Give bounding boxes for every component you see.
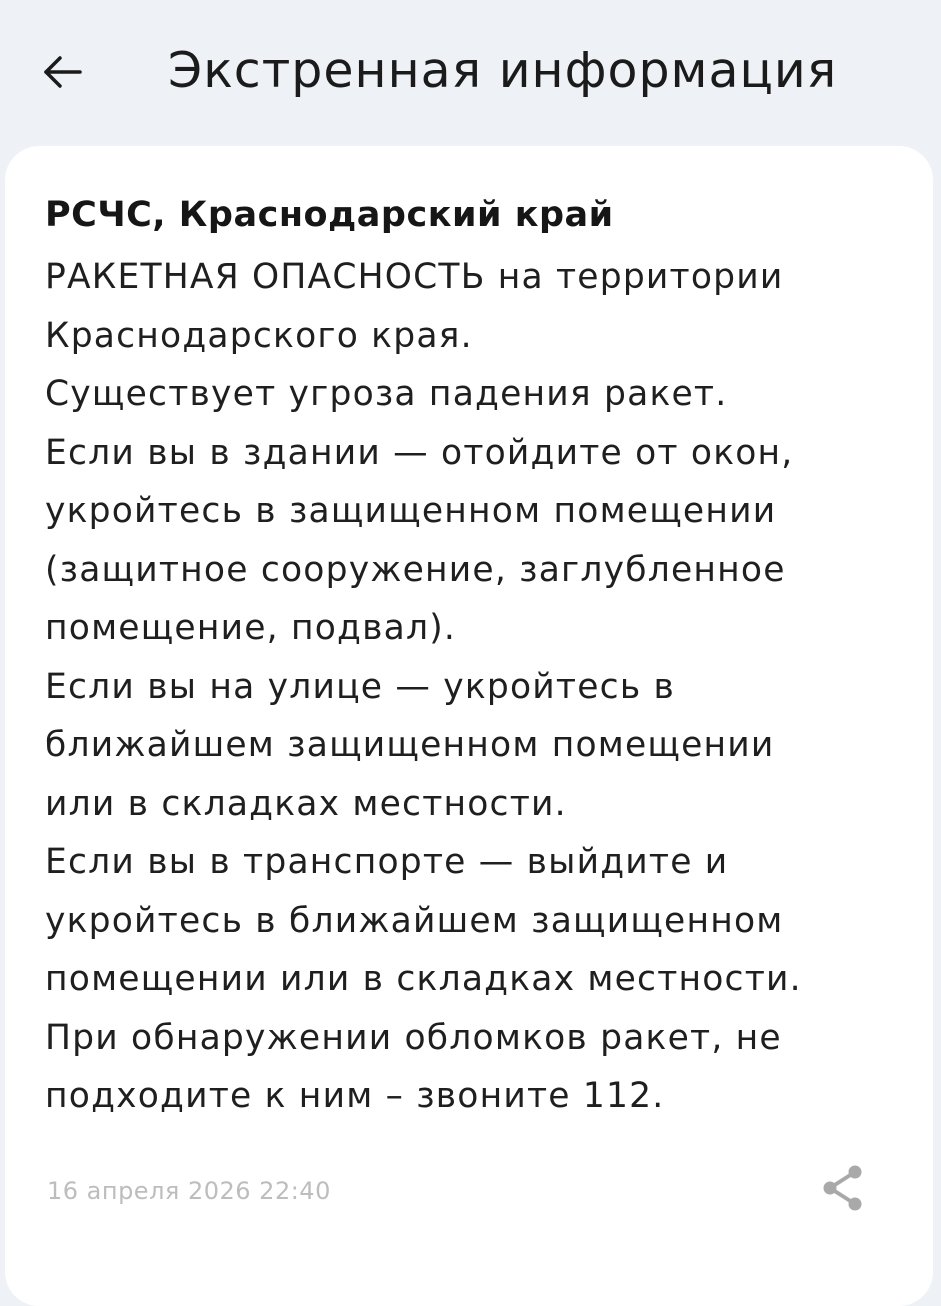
- message-line: Краснодарского края.: [45, 315, 473, 356]
- header-bar: [0, 0, 941, 145]
- page-title: Экстренная информация: [168, 42, 838, 99]
- message-line: или в складках местности.: [45, 783, 567, 824]
- message-line: ближайшем защищенном помещении: [45, 725, 775, 765]
- alert-card: [5, 146, 933, 1306]
- message-line: Существует угроза падения ракет.: [45, 374, 728, 414]
- alert-sender: РСЧС, Краснодарский край: [45, 195, 614, 235]
- arrow-left-icon: [40, 52, 84, 92]
- message-line: укройтесь в защищенном помещении: [45, 491, 777, 531]
- message-line: помещение, подвал).: [45, 608, 457, 648]
- back-button[interactable]: [30, 40, 94, 104]
- message-line: РАКЕТНАЯ ОПАСНОСТЬ на территории: [45, 257, 784, 297]
- message-line: При обнаружении обломков ракет, не: [45, 1017, 782, 1058]
- alert-message: [45, 248, 885, 1126]
- message-line: Если вы на улице — укройтесь в: [45, 666, 676, 707]
- message-line: Если вы в транспорте — выйдите и: [45, 842, 729, 882]
- share-icon: [818, 1162, 868, 1214]
- message-line: помещении или в складках местности.: [45, 959, 802, 999]
- message-line: укройтесь в ближайшем защищенном: [45, 900, 784, 941]
- message-line: (защитное сооружение, заглубленное: [45, 549, 786, 590]
- message-line: Если вы в здании — отойдите от окон,: [45, 432, 794, 473]
- alert-timestamp: 16 апреля 2026 22:40: [47, 1177, 331, 1205]
- message-line: подходите к ним – звоните 112.: [45, 1076, 665, 1116]
- share-button[interactable]: [813, 1158, 873, 1218]
